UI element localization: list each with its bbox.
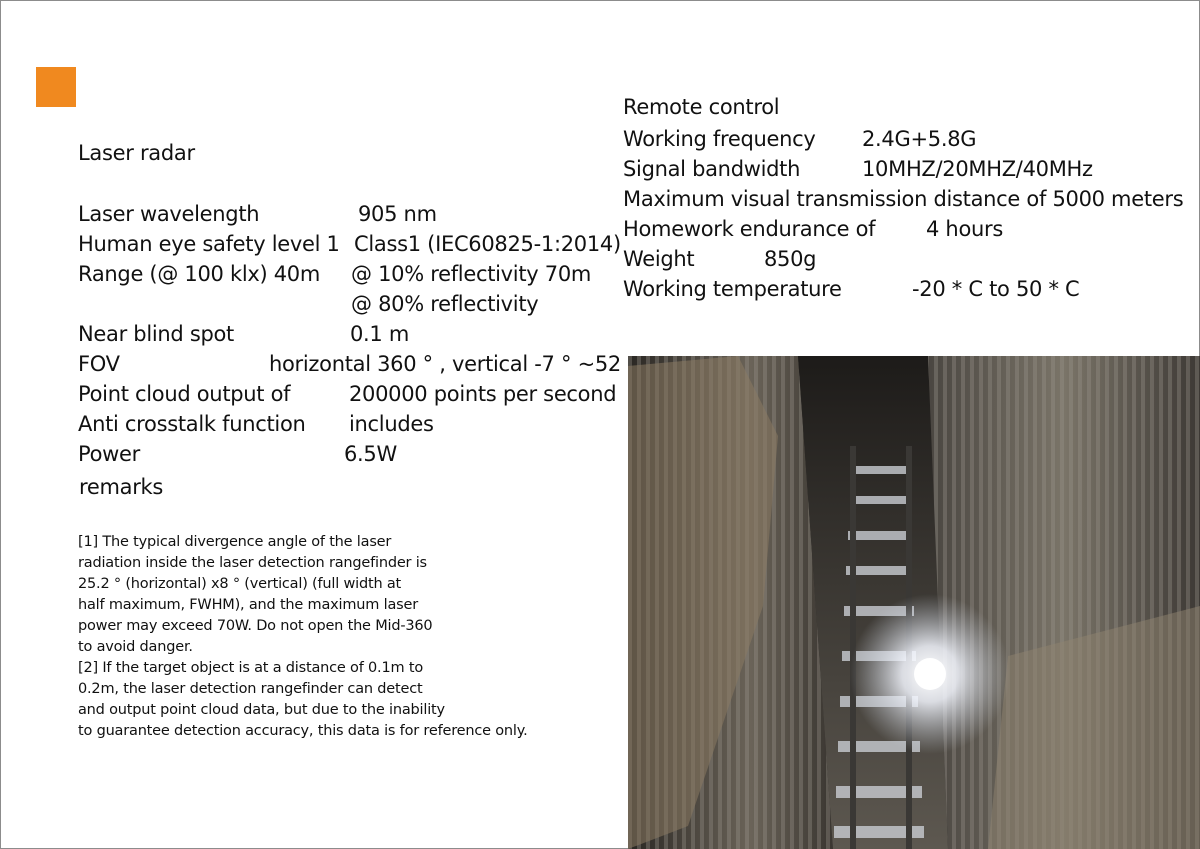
spec-label: Anti crosstalk function <box>78 412 306 436</box>
spec-value: includes <box>349 412 434 436</box>
spec-label: Homework endurance of <box>623 217 876 241</box>
spec-label: Working temperature <box>623 277 842 301</box>
remark-line: and output point cloud data, but due to the inability <box>78 702 445 718</box>
spec-value: 4 hours <box>926 217 1003 241</box>
spec-value: 850g <box>764 247 817 271</box>
remarks-title: remarks <box>79 475 164 499</box>
spec-value: Class1 (IEC60825-1:2014) <box>354 232 621 256</box>
spec-value: 6.5W <box>344 442 397 466</box>
remark-line: to guarantee detection accuracy, this data is for reference only. <box>78 723 528 739</box>
laser-radar-title: Laser radar <box>78 141 195 165</box>
spec-value: 0.1 m <box>350 322 410 346</box>
remark-line: 0.2m, the laser detection rangefinder can detect <box>78 681 423 697</box>
spec-value: 10MHZ/20MHZ/40MHz <box>862 157 1093 181</box>
remarks-notes <box>78 532 598 742</box>
spec-label: Point cloud output of <box>78 382 291 406</box>
spec-value: @ 10% reflectivity 70m <box>351 262 592 286</box>
spec-label: Power <box>78 442 140 466</box>
remark-line: half maximum, FWHM), and the maximum laser <box>78 597 418 613</box>
shaft-photo <box>628 356 1200 849</box>
spec-value: 200000 points per second <box>349 382 617 406</box>
remark-line: power may exceed 70W. Do not open the Mid-360 <box>78 618 433 634</box>
spec-label: Near blind spot <box>78 322 234 346</box>
spec-value: 905 nm <box>358 202 437 226</box>
spec-label: Weight <box>623 247 695 271</box>
accent-square <box>36 67 76 107</box>
spec-label: Laser wavelength <box>78 202 260 226</box>
remote-control-title: Remote control <box>623 95 780 119</box>
remark-line: [2] If the target object is at a distance of 0.1m to <box>78 660 423 676</box>
spec-value: 2.4G+5.8G <box>862 127 977 151</box>
remark-line: to avoid danger. <box>78 639 193 655</box>
spec-value: -20 * C to 50 * C <box>912 277 1080 301</box>
shaft-photo-illustration <box>628 356 1200 849</box>
remark-line: radiation inside the laser detection rangefinder is <box>78 555 427 571</box>
spec-label: FOV <box>78 352 120 376</box>
spec-label: Range (@ 100 klx) 40m <box>78 262 321 286</box>
spec-value: @ 80% reflectivity <box>351 292 539 316</box>
spec-label: Maximum visual transmission distance of 5000 meters <box>623 187 1184 211</box>
spec-label: Human eye safety level 1 <box>78 232 340 256</box>
spec-label: Signal bandwidth <box>623 157 801 181</box>
remark-line: [1] The typical divergence angle of the laser <box>78 534 392 550</box>
spec-label: Working frequency <box>623 127 816 151</box>
spec-value: horizontal 360 ° , vertical -7 ° ~52 <box>269 352 621 376</box>
remark-line: 25.2 ° (horizontal) x8 ° (vertical) (full width at <box>78 576 402 592</box>
